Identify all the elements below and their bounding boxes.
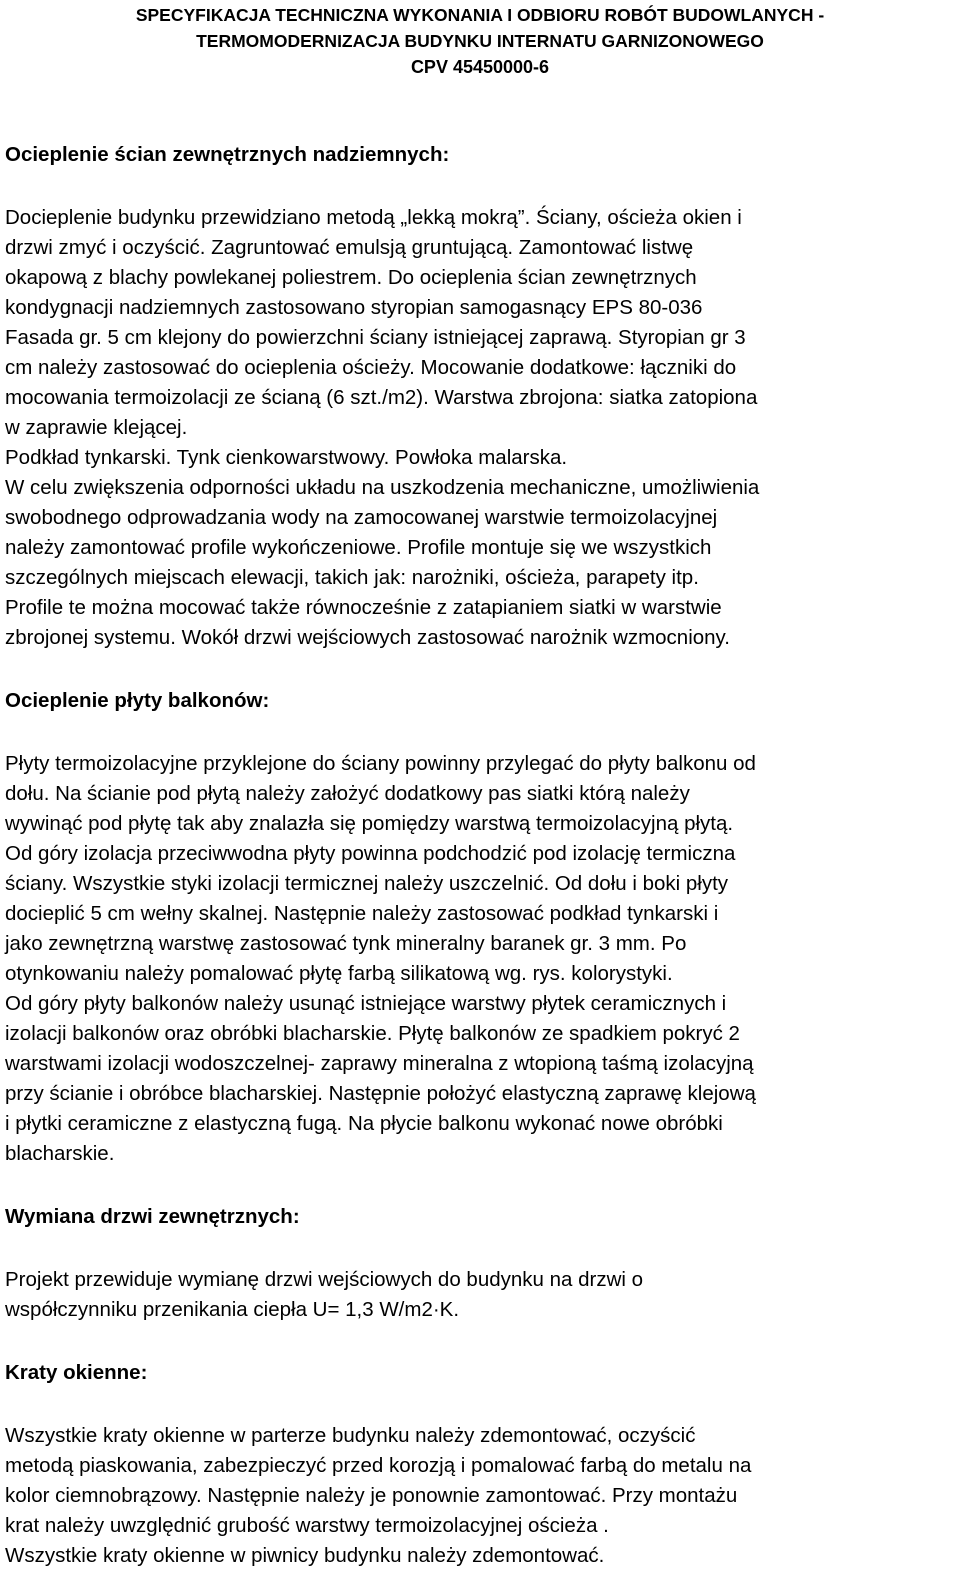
text-line: współczynniku przenikania ciepła U= 1,3 W/m2·K. (5, 1298, 460, 1321)
section-window-bars (5, 1358, 955, 1571)
text-line: szczególnych miejscach elewacji, takich jak: narożniki, ościeża, parapety itp. (5, 566, 699, 589)
text-line: Od góry izolacja przeciwwodna płyty powinna podchodzić pod izolację termiczna (5, 842, 736, 865)
header-title-line-2: TERMOMODERNIZACJA BUDYNKU INTERNATU GARNIZONOWEGO (196, 31, 764, 51)
document-header (0, 2, 960, 80)
text-line: Fasada gr. 5 cm klejony do powierzchni ściany istniejącej zaprawą. Styropian gr 3 (5, 326, 746, 349)
text-line: Projekt przewiduje wymianę drzwi wejściowych do budynku na drzwi o (5, 1268, 644, 1291)
section-heading: Wymiana drzwi zewnętrznych: (5, 1205, 300, 1228)
text-line: cm należy zastosować do ocieplenia ościeży. Mocowanie dodatkowe: łączniki do (5, 356, 737, 379)
text-line: drzwi zmyć i oczyścić. Zagruntować emulsją gruntującą. Zamontować listwę (5, 236, 694, 259)
text-line: Od góry płyty balkonów należy usunąć istniejące warstwy płytek ceramicznych i (5, 992, 727, 1015)
text-line: blacharskie. (5, 1142, 115, 1165)
text-line: kolor ciemnobrązowy. Następnie należy je ponownie zamontować. Przy montażu (5, 1484, 738, 1507)
text-line: W celu zwiększenia odporności układu na uszkodzenia mechaniczne, umożliwienia (5, 476, 760, 499)
section-body (5, 203, 955, 653)
text-line: ściany. Wszystkie styki izolacji termicznej należy uszczelnić. Od dołu i boki płyty (5, 872, 729, 895)
text-line: wywinąć pod płytę tak aby znalazła się pomiędzy warstwą termoizolacyjną płytą. (5, 812, 734, 835)
section-heading: Ocieplenie płyty balkonów: (5, 689, 270, 712)
section-walls-insulation (5, 140, 955, 653)
text-line: Wszystkie kraty okienne w piwnicy budynku należy zdemontować. (5, 1544, 605, 1567)
header-cpv-code: CPV 45450000-6 (410, 57, 550, 77)
section-heading: Ocieplenie ścian zewnętrznych nadziemnych: (5, 143, 450, 166)
section-balcony-insulation (5, 686, 955, 1169)
section-heading: Kraty okienne: (5, 1361, 148, 1384)
text-line: metodą piaskowania, zabezpieczyć przed korozją i pomalować farbą do metalu na (5, 1454, 752, 1477)
text-line: Podkład tynkarski. Tynk cienkowarstwowy. Powłoka malarska. (5, 446, 568, 469)
text-line: Płyty termoizolacyjne przyklejone do ściany powinny przylegać do płyty balkonu od (5, 752, 756, 775)
text-line: Docieplenie budynku przewidziano metodą „lekką mokrą”. Ściany, ościeża okien i (5, 206, 742, 229)
text-line: Profile te można mocować także równocześnie z zatapianiem siatki w warstwie (5, 596, 722, 619)
text-line: kondygnacji nadziemnych zastosowano styropian samogasnący EPS 80-036 (5, 296, 703, 319)
text-line: i płytki ceramiczne z elastyczną fugą. Na płycie balkonu wykonać nowe obróbki (5, 1112, 723, 1135)
text-line: mocowania termoizolacji ze ścianą (6 szt./m2). Warstwa zbrojona: siatka zatopiona (5, 386, 758, 409)
text-line: docieplić 5 cm wełny skalnej. Następnie należy zastosować podkład tynkarski i (5, 902, 719, 925)
text-line: zbrojonej systemu. Wokół drzwi wejściowych zastosować narożnik wzmocniony. (5, 626, 730, 649)
text-line: okapową z blachy powlekanej poliestrem. Do ocieplenia ścian zewnętrznych (5, 266, 697, 289)
text-line: otynkowaniu należy pomalować płytę farbą silikatową wg. rys. kolorystyki. (5, 962, 673, 985)
section-body (5, 1265, 955, 1325)
document-body (5, 140, 955, 1571)
section-body (5, 749, 955, 1169)
text-line: Wszystkie kraty okienne w parterze budynku należy zdemontować, oczyścić (5, 1424, 696, 1447)
text-line: jako zewnętrzną warstwę zastosować tynk mineralny baranek gr. 3 mm. Po (5, 932, 687, 955)
text-line: warstwami izolacji wodoszczelnej- zaprawy mineralna z wtopioną taśmą izolacyjną (5, 1052, 754, 1075)
section-door-replacement (5, 1202, 955, 1325)
section-body (5, 1421, 955, 1571)
text-line: krat należy uwzględnić grubość warstwy termoizolacyjnej ościeża . (5, 1514, 609, 1537)
text-line: należy zamontować profile wykończeniowe. Profile montuje się we wszystkich (5, 536, 712, 559)
text-line: izolacji balkonów oraz obróbki blacharskie. Płytę balkonów ze spadkiem pokryć 2 (5, 1022, 740, 1045)
text-line: przy ścianie i obróbce blacharskiej. Następnie położyć elastyczną zaprawę klejową (5, 1082, 756, 1105)
text-line: swobodnego odprowadzania wody na zamocowanej warstwie termoizolacyjnej (5, 506, 718, 529)
text-line: dołu. Na ścianie pod płytą należy założyć dodatkowy pas siatki którą należy (5, 782, 690, 805)
text-line: w zaprawie klejącej. (5, 416, 188, 439)
header-title-line-1: SPECYFIKACJA TECHNICZNA WYKONANIA I ODBIORU ROBÓT BUDOWLANYCH - (135, 5, 825, 25)
